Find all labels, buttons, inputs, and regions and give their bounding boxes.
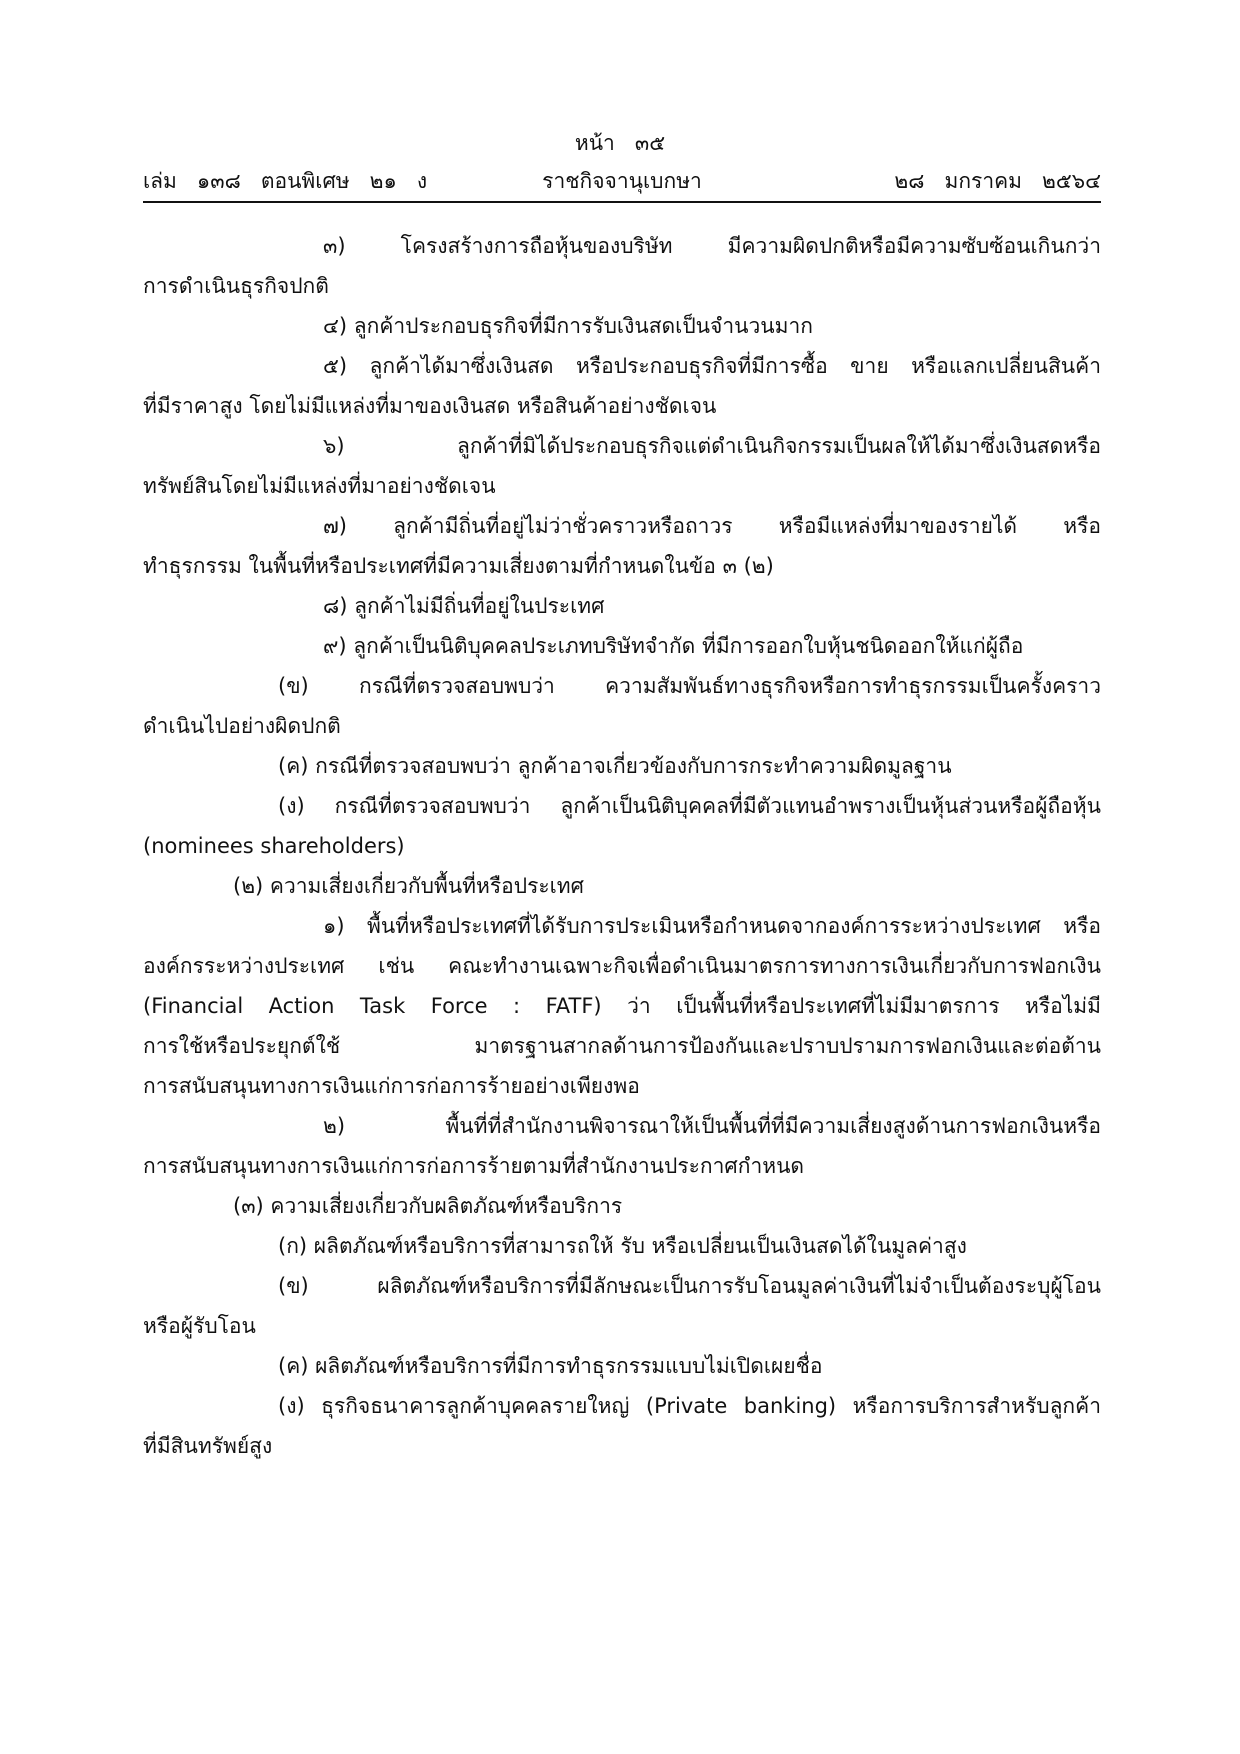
body-line: ทรัพย์สินโดยไม่มีแหล่งที่มาอย่างชัดเจน <box>143 474 496 498</box>
body-line: หรือผู้รับโอน <box>143 1314 256 1338</box>
section-heading: (๓) ความเสี่ยงเกี่ยวกับผลิตภัณฑ์หรือบริการ <box>233 1194 623 1218</box>
body-line: (ง) กรณีที่ตรวจสอบพบว่า ลูกค้าเป็นนิติบุคคลที่มีตัวแทนอำพรางเป็นหุ้นส่วนหรือผู้ถือหุ้น <box>278 794 1101 818</box>
body-line: (ง) ธุรกิจธนาคารลูกค้าบุคคลรายใหญ่ (Private banking) หรือการบริการสำหรับลูกค้า <box>278 1394 1101 1418</box>
body-line: ๘) ลูกค้าไม่มีถิ่นที่อยู่ในประเทศ <box>323 594 605 618</box>
header-publication-title: ราชกิจจานุเบกษา <box>542 169 702 193</box>
body-line: ที่มีราคาสูง โดยไม่มีแหล่งที่มาของเงินสด หรือสินค้าอย่างชัดเจน <box>143 394 717 418</box>
header-volume-issue: เล่ม ๑๓๘ ตอนพิเศษ ๒๑ ง <box>143 169 428 193</box>
body-line: (ข) กรณีที่ตรวจสอบพบว่า ความสัมพันธ์ทางธุรกิจหรือการทำธุรกรรมเป็นครั้งคราว <box>278 674 1101 698</box>
body-line: ๒) พื้นที่ที่สำนักงานพิจารณาให้เป็นพื้นที่ที่มีความเสี่ยงสูงด้านการฟอกเงินหรือ <box>323 1114 1101 1138</box>
body-line: ๗) ลูกค้ามีถิ่นที่อยู่ไม่ว่าชั่วคราวหรือถาวร หรือมีแหล่งที่มาของรายได้ หรือ <box>323 514 1101 538</box>
body-line: ที่มีสินทรัพย์สูง <box>143 1434 273 1458</box>
header-divider <box>143 201 1101 203</box>
page-number: หน้า ๓๕ <box>574 131 666 155</box>
body-line: ทำธุรกรรม ในพื้นที่หรือประเทศที่มีความเสี่ยงตามที่กำหนดในข้อ ๓ (๒) <box>143 554 774 578</box>
body-line: การสนับสนุนทางการเงินแก่การก่อการร้ายอย่างเพียงพอ <box>143 1074 640 1098</box>
body-line: ๕) ลูกค้าได้มาซึ่งเงินสด หรือประกอบธุรกิจที่มีการซื้อ ขาย หรือแลกเปลี่ยนสินค้า <box>323 354 1101 378</box>
body-line: ๔) ลูกค้าประกอบธุรกิจที่มีการรับเงินสดเป็นจำนวนมาก <box>323 314 813 338</box>
section-heading: (๒) ความเสี่ยงเกี่ยวกับพื้นที่หรือประเทศ <box>233 874 584 898</box>
body-line: (Financial Action Task Force : FATF) ว่า เป็นพื้นที่หรือประเทศที่ไม่มีมาตรการ หรือไม่มี <box>143 994 1101 1018</box>
body-line: ๑) พื้นที่หรือประเทศที่ได้รับการประเมินหรือกำหนดจากองค์การระหว่างประเทศ หรือ <box>323 914 1101 938</box>
body-line: องค์กรระหว่างประเทศ เช่น คณะทำงานเฉพาะกิจเพื่อดำเนินมาตรการทางการเงินเกี่ยวกับการฟอกเงิน <box>143 954 1101 978</box>
body-line: (ค) กรณีที่ตรวจสอบพบว่า ลูกค้าอาจเกี่ยวข้องกับการกระทำความผิดมูลฐาน <box>278 754 952 778</box>
body-line: ๖) ลูกค้าที่มิได้ประกอบธุรกิจแต่ดำเนินกิจกรรมเป็นผลให้ได้มาซึ่งเงินสดหรือ <box>323 434 1101 458</box>
body-line: (ก) ผลิตภัณฑ์หรือบริการที่สามารถให้ รับ หรือเปลี่ยนเป็นเงินสดได้ในมูลค่าสูง <box>278 1234 967 1258</box>
document-body <box>143 226 1101 1466</box>
body-line: (ข) ผลิตภัณฑ์หรือบริการที่มีลักษณะเป็นการรับโอนมูลค่าเงินที่ไม่จำเป็นต้องระบุผู้โอน <box>278 1274 1101 1298</box>
gazette-header <box>143 166 1101 198</box>
body-line: ๓) โครงสร้างการถือหุ้นของบริษัท มีความผิดปกติหรือมีความซับซ้อนเกินกว่า <box>323 234 1101 258</box>
body-line: การสนับสนุนทางการเงินแก่การก่อการร้ายตามที่สำนักงานประกาศกำหนด <box>143 1154 805 1178</box>
body-line: ดำเนินไปอย่างผิดปกติ <box>143 714 341 738</box>
body-line: (nominees shareholders) <box>143 834 405 858</box>
header-date: ๒๘ มกราคม ๒๕๖๔ <box>894 169 1101 193</box>
body-line: ๙) ลูกค้าเป็นนิติบุคคลประเภทบริษัทจำกัด ที่มีการออกใบหุ้นชนิดออกให้แก่ผู้ถือ <box>323 634 1024 658</box>
body-line: การใช้หรือประยุกต์ใช้ มาตรฐานสากลด้านการป้องกันและปราบปรามการฟอกเงินและต่อต้าน <box>143 1034 1101 1058</box>
body-line: (ค) ผลิตภัณฑ์หรือบริการที่มีการทำธุรกรรมแบบไม่เปิดเผยชื่อ <box>278 1354 823 1378</box>
body-line: การดำเนินธุรกิจปกติ <box>143 274 329 298</box>
